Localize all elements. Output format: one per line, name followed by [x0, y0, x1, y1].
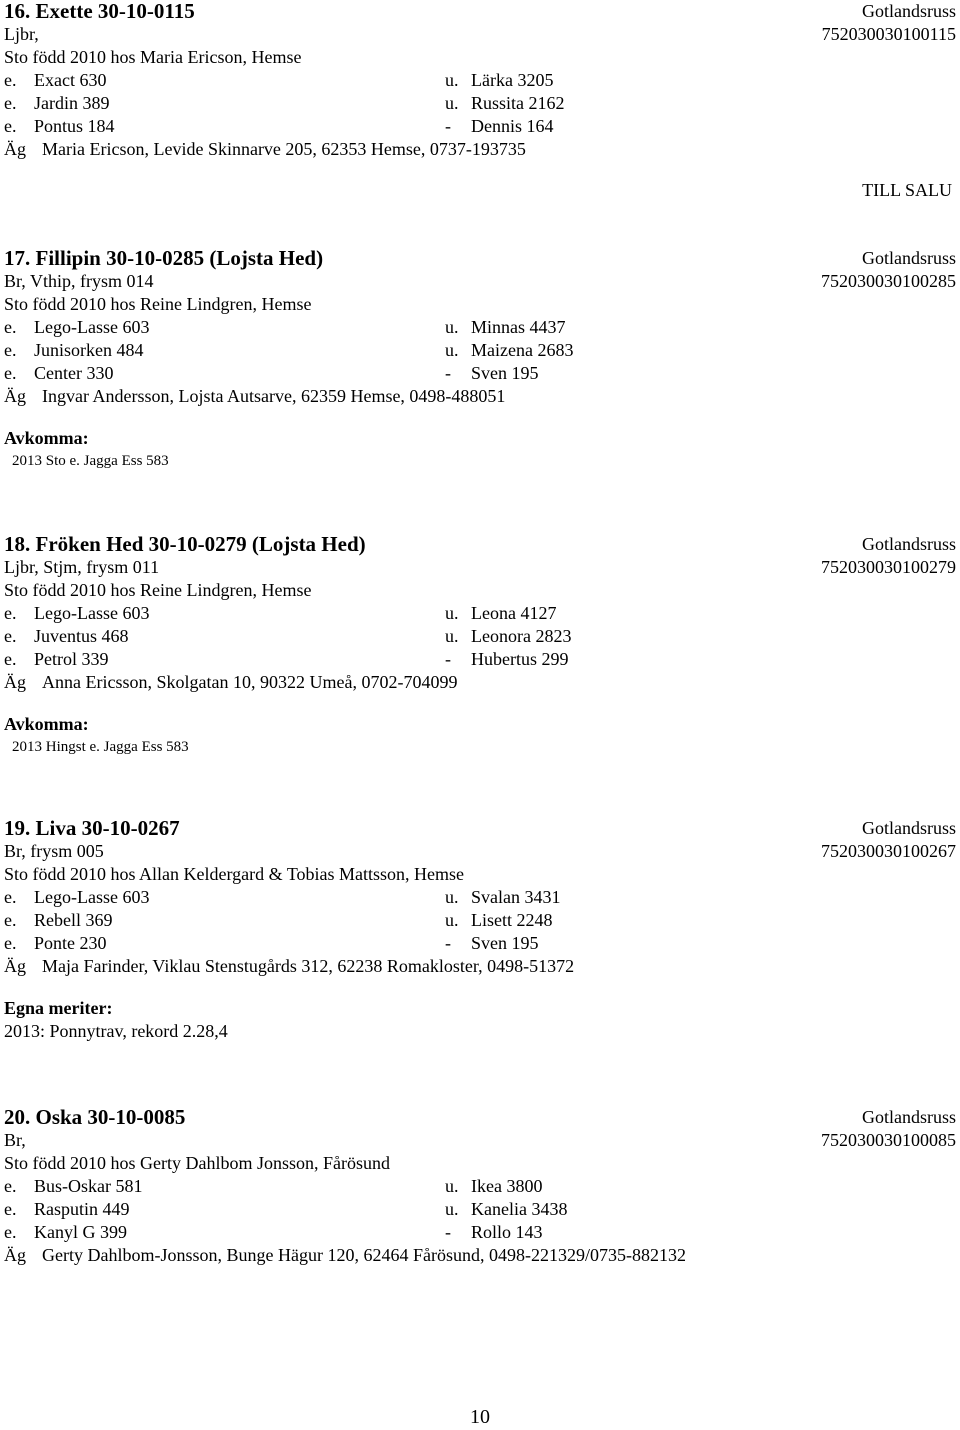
for-sale-note: TILL SALU [862, 180, 952, 200]
breed: Gotlandsruss [862, 534, 956, 554]
pedigree-row [4, 625, 956, 648]
dam: Lisett 2248 [471, 910, 553, 930]
pedigree-row [4, 1175, 956, 1198]
sire-marker: e. [4, 1199, 17, 1219]
merits-heading: Egna meriter: [4, 998, 113, 1018]
dam: Dennis 164 [471, 116, 554, 136]
dam-marker: u. [445, 93, 459, 113]
color-row [4, 1129, 956, 1152]
dam: Leona 4127 [471, 603, 557, 623]
pedigree-row [4, 909, 956, 932]
color-row [4, 840, 956, 863]
owner-row [4, 385, 956, 408]
owner-label: Äg [4, 1245, 26, 1265]
entry-title-row [4, 247, 956, 270]
pedigree-row [4, 886, 956, 909]
entry-title: 18. Fröken Hed 30-10-0279 (Lojsta Hed) [4, 532, 366, 556]
sire: Center 330 [34, 363, 114, 383]
dam-marker: u. [445, 603, 459, 623]
entry-16 [4, 0, 956, 202]
offspring-text: 2013 Sto e. Jagga Ess 583 [12, 453, 169, 469]
owner-row [4, 1244, 956, 1267]
dam-marker: u. [445, 340, 459, 360]
sire: Pontus 184 [34, 116, 115, 136]
sire-marker: e. [4, 116, 17, 136]
owner: Maria Ericson, Levide Skinnarve 205, 62353 Hemse, 0737-193735 [42, 139, 526, 159]
entry-title-row [4, 817, 956, 840]
sire: Rasputin 449 [34, 1199, 130, 1219]
sire-marker: e. [4, 626, 17, 646]
sire: Lego-Lasse 603 [34, 317, 150, 337]
dam: Lärka 3205 [471, 70, 554, 90]
dam-marker: - [445, 116, 451, 136]
color: Br, Vthip, frysm 014 [4, 271, 154, 291]
dam: Leonora 2823 [471, 626, 572, 646]
pedigree-row [4, 316, 956, 339]
born-line: Sto född 2010 hos Reine Lindgren, Hemse [4, 580, 312, 600]
dam: Russita 2162 [471, 93, 565, 113]
color-row [4, 556, 956, 579]
entry-title-row [4, 0, 956, 23]
entry-title-row [4, 533, 956, 556]
color: Br, [4, 1130, 26, 1150]
dam: Ikea 3800 [471, 1176, 543, 1196]
owner-row [4, 671, 956, 694]
owner: Ingvar Andersson, Lojsta Autsarve, 62359 Hemse, 0498-488051 [42, 386, 506, 406]
entry-title: 19. Liva 30-10-0267 [4, 816, 180, 840]
owner-label: Äg [4, 139, 26, 159]
dam-marker: - [445, 1222, 451, 1242]
dam-marker: u. [445, 70, 459, 90]
pedigree-row [4, 932, 956, 955]
pedigree-row [4, 92, 956, 115]
reg-number: 752030030100279 [821, 557, 956, 577]
owner-row [4, 955, 956, 978]
sire: Jardin 389 [34, 93, 110, 113]
dam: Hubertus 299 [471, 649, 569, 669]
color: Br, frysm 005 [4, 841, 104, 861]
pedigree-row [4, 362, 956, 385]
owner: Maja Farinder, Viklau Stenstugårds 312, 62238 Romakloster, 0498-51372 [42, 956, 575, 976]
offspring-heading: Avkomma: [4, 714, 89, 734]
sire-marker: e. [4, 603, 17, 623]
dam: Sven 195 [471, 933, 539, 953]
dam: Svalan 3431 [471, 887, 561, 907]
entry-title: 20. Oska 30-10-0085 [4, 1105, 186, 1129]
owner-label: Äg [4, 956, 26, 976]
entry-20 [4, 1106, 956, 1267]
entry-title: 17. Fillipin 30-10-0285 (Lojsta Hed) [4, 246, 324, 270]
owner-row [4, 138, 956, 161]
breed: Gotlandsruss [862, 248, 956, 268]
owner: Gerty Dahlbom-Jonsson, Bunge Hägur 120, 62464 Fårösund, 0498-221329/0735-882132 [42, 1245, 686, 1265]
pedigree-row [4, 602, 956, 625]
sire-marker: e. [4, 70, 17, 90]
dam: Minnas 4437 [471, 317, 566, 337]
dam: Sven 195 [471, 363, 539, 383]
dam-marker: - [445, 363, 451, 383]
sire: Juventus 468 [34, 626, 129, 646]
sire-marker: e. [4, 1176, 17, 1196]
pedigree-row [4, 1221, 956, 1244]
dam-marker: u. [445, 626, 459, 646]
sire-marker: e. [4, 910, 17, 930]
owner-label: Äg [4, 386, 26, 406]
born-line: Sto född 2010 hos Gerty Dahlbom Jonsson, Fårösund [4, 1153, 390, 1173]
pedigree-row [4, 339, 956, 362]
reg-number: 752030030100115 [821, 24, 956, 44]
sire-marker: e. [4, 1222, 17, 1242]
dam-marker: u. [445, 317, 459, 337]
color: Ljbr, [4, 24, 39, 44]
sire: Exact 630 [34, 70, 107, 90]
color-row [4, 270, 956, 293]
color-row [4, 23, 956, 46]
breed: Gotlandsruss [862, 1, 956, 21]
sire-marker: e. [4, 93, 17, 113]
dam-marker: u. [445, 887, 459, 907]
sire-marker: e. [4, 933, 17, 953]
entry-17 [4, 247, 956, 472]
color: Ljbr, Stjm, frysm 011 [4, 557, 160, 577]
pedigree-row [4, 648, 956, 671]
born-line: Sto född 2010 hos Allan Keldergard & Tobias Mattsson, Hemse [4, 864, 465, 884]
sire: Bus-Oskar 581 [34, 1176, 143, 1196]
pedigree-row [4, 115, 956, 138]
owner-label: Äg [4, 672, 26, 692]
sire-marker: e. [4, 340, 17, 360]
dam-marker: - [445, 933, 451, 953]
page-number: 10 [470, 1406, 490, 1428]
merits-text: 2013: Ponnytrav, rekord 2.28,4 [4, 1021, 228, 1041]
born-line: Sto född 2010 hos Maria Ericson, Hemse [4, 47, 302, 67]
reg-number: 752030030100085 [821, 1130, 956, 1150]
dam: Rollo 143 [471, 1222, 543, 1242]
dam: Maizena 2683 [471, 340, 574, 360]
sire-marker: e. [4, 887, 17, 907]
pedigree-row [4, 69, 956, 92]
pedigree-row [4, 1198, 956, 1221]
entry-title: 16. Exette 30-10-0115 [4, 0, 195, 23]
reg-number: 752030030100267 [821, 841, 956, 861]
reg-number: 752030030100285 [821, 271, 956, 291]
sire-marker: e. [4, 363, 17, 383]
dam: Kanelia 3438 [471, 1199, 568, 1219]
dam-marker: u. [445, 1199, 459, 1219]
born-line: Sto född 2010 hos Reine Lindgren, Hemse [4, 294, 312, 314]
sire: Lego-Lasse 603 [34, 887, 150, 907]
sire: Junisorken 484 [34, 340, 144, 360]
breed: Gotlandsruss [862, 1107, 956, 1127]
entry-18 [4, 533, 956, 758]
breed: Gotlandsruss [862, 818, 956, 838]
dam-marker: u. [445, 910, 459, 930]
sire: Kanyl G 399 [34, 1222, 127, 1242]
sire: Petrol 339 [34, 649, 109, 669]
sire-marker: e. [4, 317, 17, 337]
offspring-heading: Avkomma: [4, 428, 89, 448]
offspring-text: 2013 Hingst e. Jagga Ess 583 [12, 739, 189, 755]
sire: Ponte 230 [34, 933, 107, 953]
dam-marker: u. [445, 1176, 459, 1196]
dam-marker: - [445, 649, 451, 669]
owner: Anna Ericsson, Skolgatan 10, 90322 Umeå, 0702-704099 [42, 672, 458, 692]
sire: Lego-Lasse 603 [34, 603, 150, 623]
entry-title-row [4, 1106, 956, 1129]
entry-19 [4, 817, 956, 1043]
sire: Rebell 369 [34, 910, 113, 930]
sire-marker: e. [4, 649, 17, 669]
